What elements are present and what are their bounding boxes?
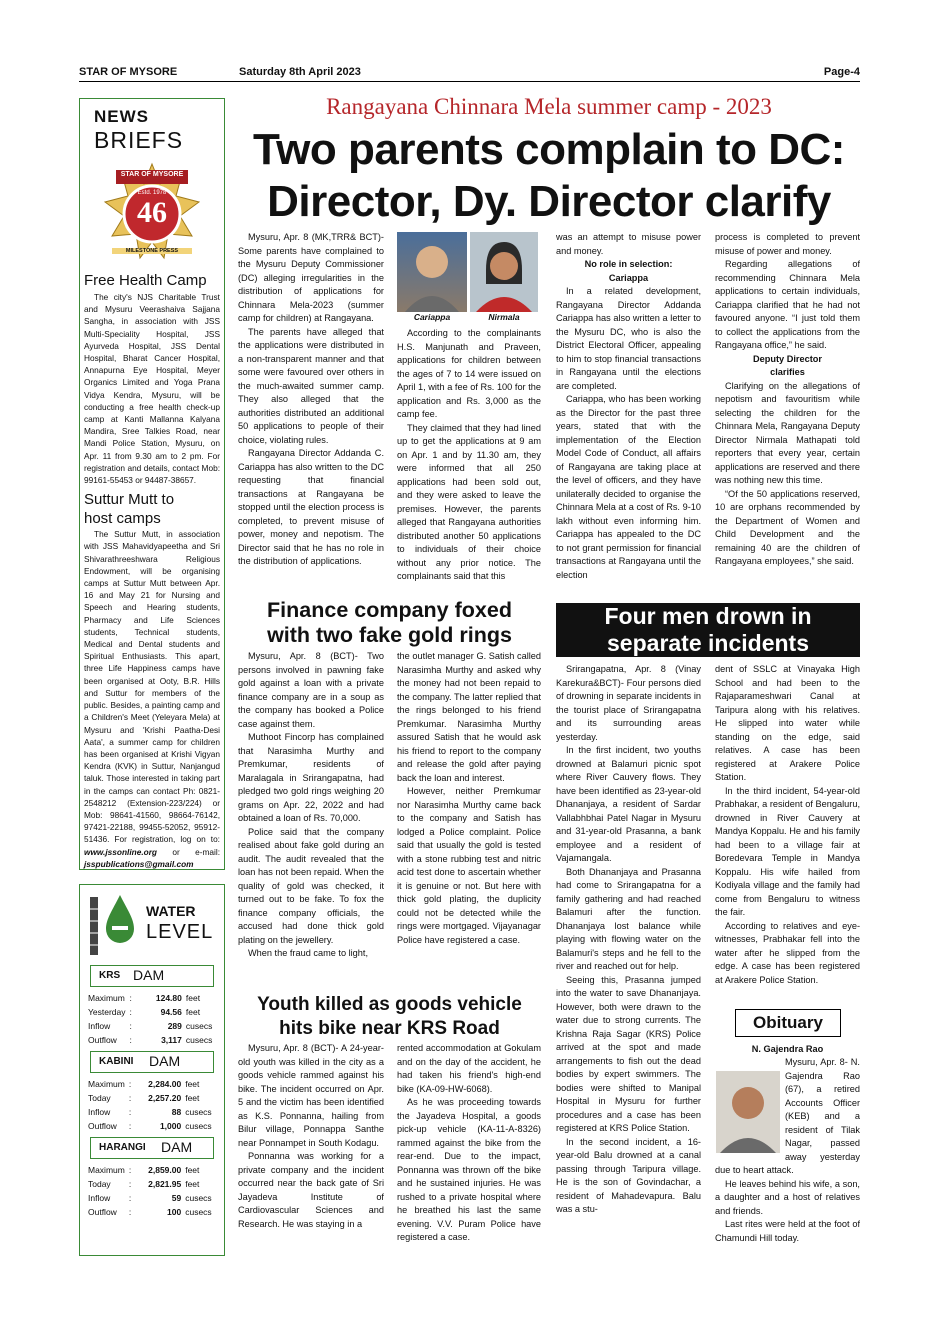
dam-row: Yesterday : 94.56 feet (88, 1007, 201, 1017)
dam-row: Maximum : 124.80 feet (88, 993, 201, 1003)
obituary-name: N. Gajendra Rao (751, 1044, 824, 1054)
youth-headline: hits bike near KRS Road (279, 1018, 500, 1039)
drown-headline: separate incidents (607, 630, 809, 656)
brief-body: The city's NJS Charitable Trust and Mysuru Veerashaiva Sajjana Sangha, in association with JSS Multi-Speciality Hospital, JSS Ayurveda Hospital, JSS Dental Hospital, Bharat Cancer Hospital, Annapurna Eye Hospital, Meyer Organics Limited and Yoga Prana Vidya Kendra, Mysuru, will be conducting a free health check-up camp at Kanti Mallanna Kalyana Mandira, Sree Talkies Road, near Mandi Police Station, Mysuru, on Apr. 11 from 9.30 am to 2 pm. For registration and details, contact Mob: 99161-55453 or 94487-38657. (84, 292, 220, 486)
obituary-body: Mysuru, Apr. 8- N. Gajendra Rao (67), a retired Accounts Officer (KEB) and a resident of Tilak Nagar, passed away yesterday due to heart attack. He leaves behind his wife, a son, a daughter and a host of relatives and friends. Last rites were held at the foot of Chamundi Hill today. (715, 1057, 860, 1243)
lead-column-3: was an attempt to misuse power and money. No role in selection: Cariappa In a related development, Rangayana Director Addanda Cariappa has also written a letter to the Mysuru DC, who is also the District Electoral Officer, appealing to him to stop financial transactions in Rangayana until the elections are completed. Cariappa, who has been working as the Director for the past three years, stated that with the implementation of the Election Model Code of Conduct, all affairs of Rangayana are taking place at the level of officers, and they have unilaterally decided to organise the Chinnara Mela at a cost of Rs. 9-10 lakh without even informing him. Cariappa has appealed to the DC to not grant permission for financial transactions at Rangayana until the election (556, 232, 701, 580)
subhead: Cariappa (608, 272, 649, 283)
logo-number: 46 (137, 196, 167, 229)
dam-row: Outflow : 100 cusecs (88, 1207, 212, 1217)
dam-row: Outflow : 1,000 cusecs (88, 1121, 212, 1131)
person-photo-icon (470, 232, 538, 312)
drown-column-1: Srirangapatna, Apr. 8 (Vinay Karekura&BCT)- Four persons died of drowning in separate incidents in the tourist place of Srirangapatna and its surrounding areas yesterday. In the first incident, two youths drowned at Balamuri picnic spot where River Cauvery flows. They have been identified as 23-year-old Dhananjaya, a resident of Sardar Vallabhbhai Patel Nagar in Mysuru and 31-year-old Prasanna, a bank employee and a resident of Vajamangala. Both Dhananjaya and Prasanna had come to Srirangapatna for a family gathering and had reached Balamuri after the function. Dhananjaya lost balance while playing with flowing water on the Balamuri's steps and he fell to the river and reached out for help. Seeing this, Prasanna jumped into the water to save Dhananjaya. However, both were drawn to the water due to strong currents. The Krishna Raja Sagar (KRS) Police arrived at the spot and made arrangements to fish out the dead bodies by expert swimmers. The bodies were shifted to Manipal Hospital in Mysuru for further procedures and a case has been registered at KRS Police Station. In the second incident, a 16-year-old Balu drowned at a canal passing through Taripura village. He is the son of Govindachar, a resident of Mahadevapura. Balu was a stu- (556, 664, 701, 1214)
dam-table (86, 1077, 214, 1133)
dam-block (80, 1051, 224, 1133)
lead-column-2: According to the complainants H.S. Manjunath and Praveen, applications for children between the ages of 7 to 14 were issued on April 1, with a fee of Rs. 100 for the application and Rs. 3,000 as the camp fee. They claimed that they had lined up to get the applications at 9 am on Apr. 1 and by 11.30 am, they were informed that all 250 applications had been sold out, and they were asked to leave the premises. However, the parents alleged that Rangayana authorities distributed another 50 applications to individuals of their choice without any prior notice. The complainants said that this (397, 328, 541, 581)
water-level-box (79, 884, 225, 1256)
photo-caption: Nirmala (488, 312, 520, 322)
level-heading: LEVEL (146, 921, 214, 943)
website-link[interactable]: www.jssonline.org (84, 846, 157, 857)
brief-title: host camps (84, 510, 161, 528)
photo-caption: Cariappa (413, 312, 451, 322)
photo-nirmala (470, 232, 538, 312)
youth-headline: Youth killed as goods vehicle (257, 994, 522, 1015)
photo-cariappa (397, 232, 467, 312)
issue-date: Saturday 8th April 2023 (239, 66, 361, 78)
dam-table (86, 991, 214, 1047)
brief-title: Suttur Mutt to (84, 491, 175, 509)
jubilee-logo (102, 162, 202, 262)
logo-bottom-text: MILESTONE PRESS (112, 248, 192, 254)
page-number: Page-4 (823, 66, 860, 78)
masthead (79, 63, 860, 82)
dam-header: KRS DAM (90, 965, 214, 987)
lead-headline: Director, Dy. Director clarify (267, 177, 831, 226)
news-heading: NEWS (94, 107, 149, 126)
dam-header: HARANGI DAM (90, 1137, 214, 1159)
dam-row: Outflow : 3,117 cusecs (88, 1035, 213, 1045)
lead-column-1: Mysuru, Apr. 8 (MK,TRR& BCT)- Some parents have complained to the Mysuru Deputy Commissioner (DC) alleging irregularities in the distribution of applications for Chinnara Mela-2023 (summer camp for children) at Rangayana. The parents have alleged that the applications were distributed in a non-transparent manner and that some were favoured over others in the much-awaited summer camp. They also alleged that the authorities distributed an additional 50 applications to people of their choice, violating rules. Rangayana Director Addanda C. Cariappa has also written to the DC requesting that financial transactions at Rangayana be stopped until the election process is completed, to prevent misuse of power, money and nepotism. The Director said that he has no role in the distribution of applications. (238, 232, 384, 566)
water-drop-icon (88, 889, 138, 959)
subhead: No role in selection: (584, 259, 673, 269)
news-briefs-box (79, 98, 225, 870)
obituary-title: Obituary (735, 1009, 841, 1037)
youth-column-2: rented accommodation at Gokulam and on the day of the accident, he had taken his friend's high-end bike (KA-09-HW-6068). As he was proceeding towards the Jayadeva Hospital, a goods pick-up vehicle (KA-11-A-8326) rammed against the bike from the rear-end. Due to the impact, Ponnanna was thrown off the bike and he sustained injuries. He was rushed to a private hospital where he breathed his last the same evening. V.V. Puram Police have registered a case. (397, 1043, 541, 1242)
brief-body: The Suttur Mutt, in association with JSS Mahavidyapeetha and Sri Shivarathreeshwara Religious Endowment, will be organising camps at Suttur Mutt between Apr. 16 and May 21 for Nursing and Speech and Hearing students, Pharmacy and Life Sciences students, Technical students, Medical and Dental students and Spiritual Enthusiasts. This apart, three Life Happiness camps have been organised at Ooty, B.R. Hills and Suttur for members of the public. Besides, a painting camp and a Children's Meet (Yeleyara Mela) at Mysuru and 'Krishi Paatha-Desi Aata', a summer camp for children has been organised at Krishi Vigyan Kendra (KVK) in Suttur, Nanjangud taluk. Those interested in taking part in the camps can contact Ph: 0821-2548212 (Extension-223/224) or Mob: 98641-41560, 98664-76142, 97421-22188, 99455-52052, 95912-51436. For registration, log on to: www.jssonline.org or e-mail: jsspublications@gmail.com (84, 529, 221, 869)
dam-row: Maximum : 2,284.00 feet (88, 1079, 200, 1089)
drown-headline: Four men drown in (604, 603, 812, 629)
finance-column-2: the outlet manager G. Satish called Narasimha Murthy and asked why the money had not been repaid to the company. The latter replied that the rings belonged to his friend Premkumar. Narasimha Murthy assured Satish that he would ask his friend to report to the company and release the gold after paying back the loan and interest. However, neither Premkumar nor Narasimha Murthy came back to the company and Satish has lodged a Police complaint. Police said that usually the gold is tested with a stone rubbing test and nitric acid test done to ascertain whether it is genuine or not. But here with thick gold plating, the duplicity could not be detected while the rings were mortgaged. Vijayanagar Police have registered a case. (397, 651, 541, 945)
logo-estd-text: Estd. 1978 (137, 190, 167, 196)
dam-table (86, 1163, 214, 1219)
youth-column-1: Mysuru, Apr. 8 (BCT)- A 24-year-old youth was killed in the city as a goods vehicle rammed against his bike. The incident occurred on Apr. 5 and the victim has been identified as K.S. Ponnanna, hailing from Bilur village, Ponnappa Santhe near Ponnampet in South Kodagu. Ponnanna was working for a private company and the incident occurred near the back gate of Sri Jayadeva Institute of Cardiovascular Sciences and Research. He was staying in a (238, 1043, 384, 1229)
person-photo-icon (397, 232, 467, 312)
dam-row: Inflow : 59 cusecs (88, 1193, 212, 1203)
dam-header: KABINI DAM (90, 1051, 214, 1073)
subhead: clarifies (770, 367, 805, 377)
finance-column-1: Mysuru, Apr. 8 (BCT)- Two persons involved in pawning fake gold against a loan with a private finance company are in a soup as the company has booked a Police case against them. Muthoot Fincorp has complained that Narasimha Murthy and Premkumar, residents of Maralagala in Srirangapatna, had pledged two gold rings weighing 20 grams on Apr. 22, 2022 and had obtained a loan of Rs. 70,000. Police said that the company realised about fake gold during an audit. The audit revealed that the loan has not been repaid. When the quality of gold was checked, it turned out to be fake. To fox the finance company officials, the accused had done thick gold plating on the jewellery. When the fraud came to light, (238, 651, 384, 958)
water-heading: WATER (146, 903, 196, 919)
dam-list (80, 965, 224, 1219)
paper-name: STAR OF MYSORE (79, 66, 178, 78)
subhead: Deputy Director (753, 353, 822, 364)
dam-row: Inflow : 88 cusecs (88, 1107, 212, 1117)
dam-row: Maximum : 2,859.00 feet (88, 1165, 200, 1175)
briefs-heading: BRIEFS (94, 127, 184, 153)
drown-headline-box (556, 603, 860, 657)
lead-kicker: Rangayana Chinnara Mela summer camp - 2023 (326, 94, 772, 119)
drown-column-2: dent of SSLC at Vinayaka High School and had been to the Rajaparameshwari Canal at Taripura along with his relatives. He slipped into water while standing on the edge, said relatives. A case has been registered at Arakere Police Station. In the third incident, 54-year-old Prabhakar, a resident of Bengaluru, drowned in River Cauvery at Mandya Koppalu. He and his family had been to a village fair at Boredevara Temple in Mandya Koppalu. His wife hailed from Kodiyala village and the family had come from Bengaluru to witness the fair. According to relatives and eye-witnesses, Prabhakar fell into the water after he slipped from the edge. A case has been registered at Arakere Police Station. (715, 664, 860, 985)
lead-column-4: process is completed to prevent misuse of power and money. Regarding allegations of recommending Chinnara Mela applications to certain individuals, Cariappa clarified that he had not favoured anyone. “I just told them to collect the applications from the Rangayana office,” he said. Deputy Director clarifies Clarifying on the allegations of nepotism and favouritism while selecting the children for the Chinnara Mela, Rangayana Deputy Director Nirmala Mathapati told reporters that every year, certain applications are reserved and there was nothing new this time. “Of the 50 applications reserved, 10 are orphans recommended by the Department of Women and Child Development and the remaining 40 are the children of Rangayana employees,” she said. (715, 232, 860, 566)
brief-title: Free Health Camp (84, 272, 207, 289)
lead-headline: Two parents complain to DC: (253, 125, 845, 174)
dam-row: Today : 2,821.95 feet (88, 1179, 200, 1189)
finance-headline: with two fake gold rings (267, 623, 512, 647)
finance-headline: Finance company foxed (267, 598, 512, 622)
logo-top-text: STAR OF MYSORE (120, 171, 184, 178)
dam-row: Today : 2,257.20 feet (88, 1093, 200, 1103)
email-link[interactable]: jsspublications@gmail.com (84, 858, 194, 869)
dam-block (80, 1137, 224, 1219)
dam-block (80, 965, 224, 1047)
dam-row: Inflow : 289 cusecs (88, 1021, 213, 1031)
